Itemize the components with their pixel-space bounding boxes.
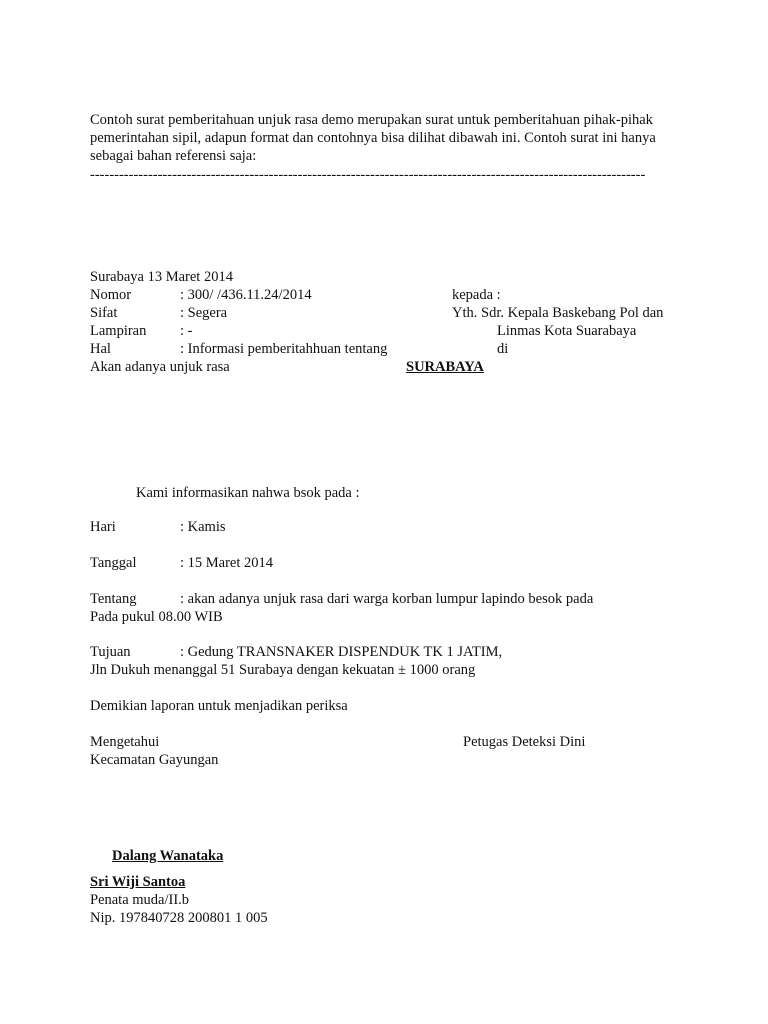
tentang-continuation: Pada pukul 08.00 WIB — [90, 609, 223, 625]
right-signature-title: Petugas Deteksi Dini — [463, 734, 586, 750]
nomor-value: : 300/ /436.11.24/2014 — [180, 287, 312, 303]
tanggal-value: : 15 Maret 2014 — [180, 555, 274, 571]
sifat-label: Sifat — [90, 305, 118, 321]
tujuan-continuation: Jln Dukuh menanggal 51 Surabaya dengan kekuatan ± 1000 orang — [90, 662, 476, 678]
recipient-city: SURABAYA — [406, 359, 484, 375]
left-signature-office: Kecamatan Gayungan — [90, 752, 219, 768]
hari-label: Hari — [90, 519, 116, 535]
tentang-label: Tentang — [90, 591, 137, 607]
intro-paragraph: Contoh surat pemberitahuan unjuk rasa demo merupakan surat untuk pemberitahuan pihak-pihak pemerintahan sipil, adapun format dan contohnya bisa dilihat dibawah ini. Contoh surat ini hanya sebagai bahan referensi saja: — [90, 112, 656, 164]
sifat-value: : Segera — [180, 305, 228, 321]
opening-line: Kami informasikan nahwa bsok pada : — [136, 485, 360, 501]
closing-line: Demikian laporan untuk menjadikan periksa — [90, 698, 348, 714]
tentang-value: : akan adanya unjuk rasa dari warga korban lumpur lapindo besok pada — [180, 591, 594, 607]
lampiran-value: : - — [180, 323, 193, 339]
right-signer-name: Sri Wiji Santoa — [90, 874, 186, 890]
tujuan-value: : Gedung TRANSNAKER DISPENDUK TK 1 JATIM, — [180, 644, 503, 660]
nomor-label: Nomor — [90, 287, 132, 303]
tujuan-label: Tujuan — [90, 644, 131, 660]
signer-rank: Penata muda/II.b — [90, 892, 190, 908]
tanggal-label: Tanggal — [90, 555, 137, 571]
recipient-line2: Linmas Kota Suarabaya — [497, 323, 637, 339]
separator-line: ------------------------------------------------------------------------------------------------------------------- — [90, 167, 646, 183]
place-date: Surabaya 13 Maret 2014 — [90, 269, 233, 285]
hal-label: Hal — [90, 341, 111, 357]
left-signer-name: Dalang Wanataka — [112, 848, 224, 864]
left-signature-title: Mengetahui — [90, 734, 160, 750]
hal-value: : Informasi pemberitahhuan tentang — [180, 341, 388, 357]
hal-continuation: Akan adanya unjuk rasa — [90, 359, 230, 375]
lampiran-label: Lampiran — [90, 323, 147, 339]
recipient-kepada: kepada : — [452, 287, 501, 303]
signer-nip: Nip. 197840728 200801 1 005 — [90, 910, 268, 926]
recipient-di: di — [497, 341, 509, 357]
recipient-line1: Yth. Sdr. Kepala Baskebang Pol dan — [452, 305, 664, 321]
hari-value: : Kamis — [180, 519, 226, 535]
